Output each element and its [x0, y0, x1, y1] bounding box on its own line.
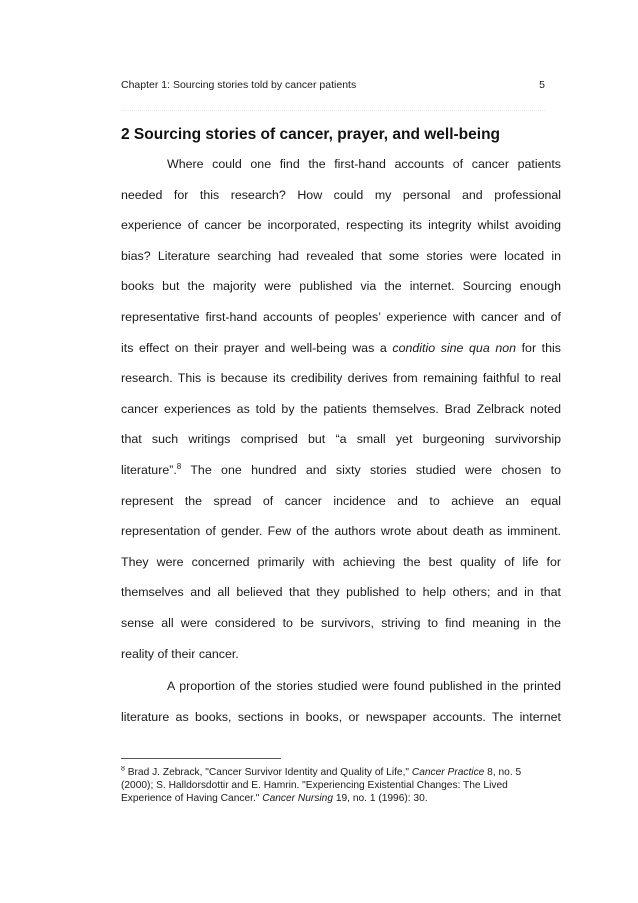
text-line: They were concerned primarily with achieving the best quality of life for [121, 554, 561, 569]
text-span: Brad J. Zebrack, "Cancer Survivor Identity and Quality of Life," [124, 767, 412, 778]
latin-phrase: conditio sine qua non [392, 340, 516, 355]
text-line: experience of cancer be incorporated, respecting its integrity whilst avoiding [121, 218, 561, 233]
text-line: A proportion of the stories studied were found published in the printed [167, 679, 561, 693]
text-line: Where could one find the first-hand accounts of cancer patients [167, 157, 561, 171]
text-line [121, 461, 561, 492]
text-span: its effect on their prayer and well-being was a [121, 340, 393, 355]
text-line: themselves and all believed that they published to help others; and in that [121, 585, 561, 600]
text-span: literature”. [121, 462, 177, 477]
footnote-line: (2000); S. Halldorsdottir and E. Hamrin. "Experiencing Existential Changes: The Lived [121, 780, 508, 791]
text-line: needed for this research? How could my personal and professional [121, 187, 561, 202]
footnote-8 [121, 766, 561, 805]
text-line: research. This is because its credibility derives from remaining faithful to real [121, 371, 561, 386]
text-line [121, 339, 561, 370]
text-span: Experience of Having Cancer." [121, 793, 263, 804]
journal-title: Cancer Nursing [262, 793, 334, 804]
text-line: books but the majority were published via the internet. Sourcing enough [121, 279, 561, 294]
page-number: 5 [539, 79, 545, 91]
text-span: The one hundred and sixty stories studied were chosen to [181, 462, 561, 477]
paragraph-2 [121, 677, 561, 738]
section-heading: 2 Sourcing stories of cancer, prayer, and well-being [121, 126, 501, 143]
footnote-reference[interactable]: 8 [176, 461, 182, 471]
running-header [121, 79, 545, 91]
text-line: literature as books, sections in books, or newspaper accounts. The internet [121, 709, 561, 724]
header-divider [121, 110, 545, 111]
text-line: sense all were considered to be survivors, striving to find meaning in the [121, 615, 561, 630]
journal-title: Cancer Practice [411, 767, 485, 778]
footnote-separator [121, 758, 281, 759]
chapter-title: Chapter 1: Sourcing stories told by cancer patients [121, 79, 357, 91]
text-line: represent the spread of cancer incidence and to achieve an equal [121, 493, 561, 508]
text-line: representative first-hand accounts of peoples’ experience with cancer and of [121, 309, 561, 324]
text-line: bias? Literature searching had revealed that some stories were located in [121, 248, 561, 263]
text-span: 8, no. 5 [484, 767, 522, 778]
text-line: that such writings comprised but “a small yet burgeoning survivorship [121, 432, 561, 447]
text-line: cancer experiences as told by the patients themselves. Brad Zelbrack noted [121, 401, 561, 416]
text-span: for this [516, 340, 561, 355]
footnote-line [121, 792, 561, 805]
text-line: representation of gender. Few of the authors wrote about death as imminent. [121, 524, 561, 539]
text-span: 19, no. 1 (1996): 30. [333, 793, 428, 804]
paragraph-1 [121, 155, 561, 675]
text-line: reality of their cancer. [121, 646, 239, 661]
footnote-marker: 8 [121, 766, 125, 773]
footnote-line [121, 766, 561, 779]
